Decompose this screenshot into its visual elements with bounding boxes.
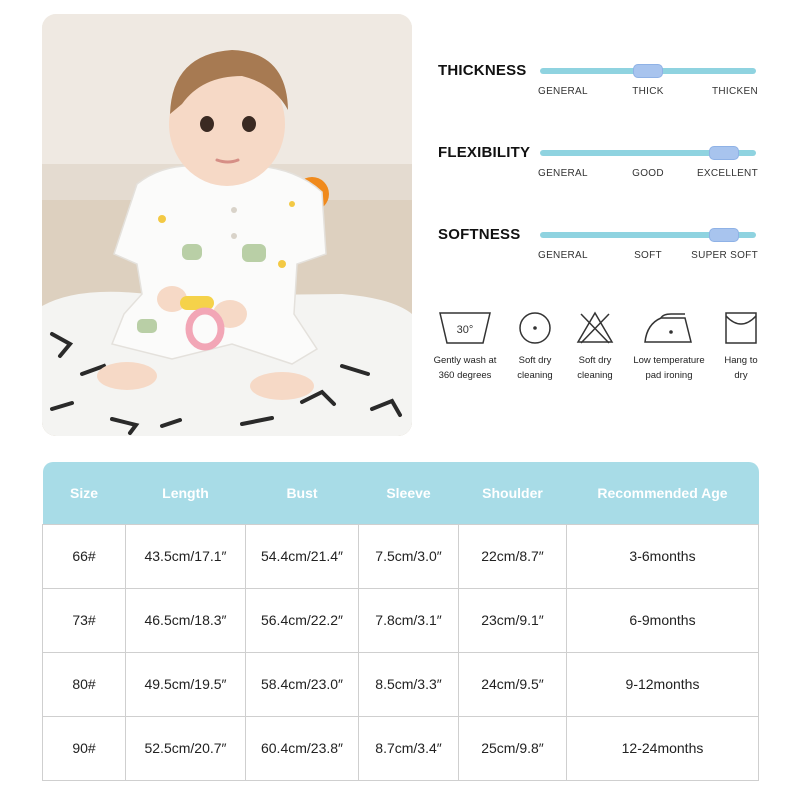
size-chart-table (42, 462, 759, 781)
cell-shoulder: 25cm/9.8″ (459, 716, 567, 780)
care-label-line: cleaning (517, 370, 553, 381)
header-size: Size (43, 462, 126, 524)
cell-shoulder: 22cm/8.7″ (459, 524, 567, 588)
scale-label-high: EXCELLENT (696, 168, 758, 179)
cell-shoulder: 23cm/9.1″ (459, 588, 567, 652)
table-row (43, 588, 759, 652)
care-item-no-bleach (565, 310, 625, 383)
cell-size: 80# (43, 652, 126, 716)
header-recommended-age: Recommended Age (567, 462, 759, 524)
rating-bar (540, 150, 756, 156)
cell-bust: 56.4cm/22.2″ (246, 588, 359, 652)
cell-bust: 60.4cm/23.8″ (246, 716, 359, 780)
care-label (505, 353, 565, 383)
wash-30-icon (437, 310, 493, 346)
scale-label-high: THICKEN (712, 86, 758, 97)
rating-scale-labels (538, 168, 758, 182)
cell-length: 49.5cm/19.5″ (126, 652, 246, 716)
care-item-wash (426, 310, 504, 383)
care-label-line: Hang to (724, 355, 758, 366)
cell-sleeve: 7.5cm/3.0″ (359, 524, 459, 588)
rating-scale-labels (538, 250, 758, 264)
scale-label-low: GENERAL (538, 86, 588, 97)
scale-label-high: SUPER SOFT (691, 250, 758, 261)
care-label-line: Low temperature (633, 355, 705, 366)
cell-length: 43.5cm/17.1″ (126, 524, 246, 588)
scale-label-mid: THICK (632, 86, 664, 97)
care-label (426, 353, 504, 383)
tumble-dry-icon (517, 310, 553, 346)
rating-title: THICKNESS (438, 62, 527, 79)
care-label (626, 353, 712, 383)
header-bust: Bust (246, 462, 359, 524)
rating-scale-labels (538, 86, 758, 100)
baby-romper-illustration (42, 14, 412, 436)
header-sleeve: Sleeve (359, 462, 459, 524)
cell-length: 52.5cm/20.7″ (126, 716, 246, 780)
rating-bar (540, 68, 756, 74)
rating-bar (540, 232, 756, 238)
cell-age: 9-12months (567, 652, 759, 716)
cell-sleeve: 8.7cm/3.4″ (359, 716, 459, 780)
rating-knob (633, 64, 663, 78)
cell-size: 90# (43, 716, 126, 780)
care-label-line: cleaning (577, 370, 613, 381)
cell-bust: 58.4cm/23.0″ (246, 652, 359, 716)
wash-temperature: 30° (456, 324, 474, 336)
care-label-line: dry (734, 370, 748, 381)
header-shoulder: Shoulder (459, 462, 567, 524)
table-row (43, 652, 759, 716)
table-row (43, 524, 759, 588)
care-label-line: Gently wash at (433, 355, 497, 366)
care-label (565, 353, 625, 383)
table-row (43, 716, 759, 780)
table-header-row (43, 462, 759, 524)
cell-size: 73# (43, 588, 126, 652)
no-bleach-icon (575, 310, 615, 346)
cell-sleeve: 8.5cm/3.3″ (359, 652, 459, 716)
header-length: Length (126, 462, 246, 524)
scale-label-low: GENERAL (538, 250, 588, 261)
cell-age: 6-9months (567, 588, 759, 652)
care-item-iron (626, 310, 712, 383)
rating-title: FLEXIBILITY (438, 144, 531, 161)
product-photo (42, 14, 412, 436)
cell-size: 66# (43, 524, 126, 588)
rating-knob (709, 146, 739, 160)
scale-label-mid: GOOD (632, 168, 664, 179)
scale-label-low: GENERAL (538, 168, 588, 179)
rating-knob (709, 228, 739, 242)
cell-shoulder: 24cm/9.5″ (459, 652, 567, 716)
care-label (714, 353, 768, 383)
rating-title: SOFTNESS (438, 226, 521, 243)
cell-bust: 54.4cm/21.4″ (246, 524, 359, 588)
care-label-line: Soft dry (578, 355, 612, 366)
cell-length: 46.5cm/18.3″ (126, 588, 246, 652)
iron-low-icon (641, 310, 697, 346)
cell-sleeve: 7.8cm/3.1″ (359, 588, 459, 652)
cell-age: 3-6months (567, 524, 759, 588)
care-label-line: Soft dry (518, 355, 552, 366)
care-label-line: 360 degrees (438, 370, 492, 381)
hang-dry-icon (723, 310, 759, 346)
cell-age: 12-24months (567, 716, 759, 780)
scale-label-mid: SOFT (634, 250, 662, 261)
care-item-tumble-dry (505, 310, 565, 383)
care-label-line: pad ironing (645, 370, 693, 381)
care-item-hang-dry (714, 310, 768, 383)
